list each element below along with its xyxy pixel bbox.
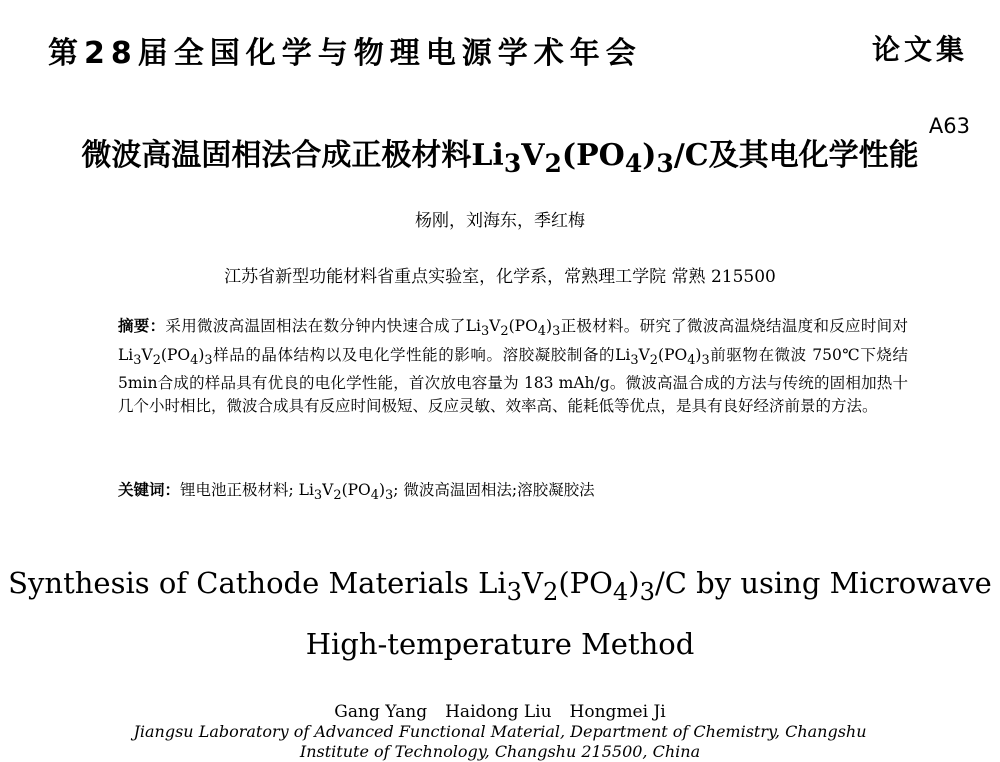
chinese-title	[0, 130, 1000, 178]
formula-po4: (PO	[160, 345, 191, 364]
formula-sub: 2	[649, 352, 659, 368]
abstract-text: 正极材料。研究了微波高温烧结温度和反应时间对Li	[118, 317, 908, 364]
formula-sub: 3	[506, 577, 522, 606]
formula-close: )	[695, 345, 702, 364]
conference-header: 第28届全国化学与物理电源学术年会	[48, 36, 642, 71]
paper-code: A63	[928, 114, 970, 138]
formula-sub: 2	[152, 352, 161, 368]
author-name: Haidong Liu	[445, 702, 552, 722]
chinese-title-post: /C及其电化学性能	[673, 138, 919, 173]
formula-sub: 3	[204, 352, 213, 368]
formula-sub: 3	[313, 488, 323, 504]
formula-sub: 4	[537, 324, 546, 340]
english-title-post: /C by using Microwave	[655, 566, 992, 600]
chinese-title-pre: 微波高温固相法合成正极材料Li	[81, 138, 504, 173]
chinese-authors: 杨刚，刘海东，季红梅	[415, 211, 585, 231]
formula-sub: 3	[701, 352, 710, 368]
formula-sub: 3	[480, 324, 490, 340]
author-name: Gang Yang	[334, 702, 428, 722]
formula-close: )	[378, 481, 386, 499]
formula-v: V	[638, 345, 650, 364]
formula-v: V	[322, 481, 334, 499]
formula-sub: 2	[542, 577, 559, 606]
formula-sub: 3	[385, 488, 394, 504]
formula-sub: 3	[552, 324, 561, 340]
formula-sub: 4	[624, 149, 643, 178]
formula-sub: 3	[639, 577, 655, 606]
abstract-text: 样品的晶体结构以及电化学性能的影响。溶胶凝胶制备的Li	[212, 345, 631, 364]
formula-po4: (PO	[658, 345, 688, 364]
formula-sub: 3	[630, 352, 639, 368]
chinese-abstract	[118, 315, 908, 417]
english-authors	[0, 702, 1000, 722]
abstract-text: 采用微波高温固相法在数分钟内快速合成了Li	[165, 317, 481, 335]
formula-sub: 4	[190, 352, 199, 368]
formula-sub: 2	[544, 149, 562, 178]
formula-sub: 4	[370, 488, 379, 504]
formula-po4: (PO	[341, 481, 371, 499]
formula-close: )	[546, 317, 553, 335]
english-title-line1	[0, 566, 1000, 606]
abstract-label: 摘要：	[118, 316, 166, 335]
formula-v: V	[521, 138, 545, 173]
formula-po4: (PO	[558, 566, 613, 600]
formula-v: V	[141, 345, 153, 364]
formula-sub: 2	[500, 324, 509, 340]
keywords-label: 关键词：	[118, 480, 181, 499]
keywords-text: 锂电池正极材料; Li	[180, 481, 314, 499]
formula-po4: (PO	[561, 138, 625, 173]
formula-close: )	[628, 566, 640, 600]
keywords-text: ; 微波高温固相法;溶胶凝胶法	[393, 481, 595, 499]
chinese-affiliation: 江苏省新型功能材料省重点实验室，化学系，常熟理工学院 常熟 215500	[224, 267, 776, 287]
author-name: Hongmei Ji	[569, 702, 666, 722]
formula-sub: 4	[687, 352, 696, 368]
formula-v: V	[521, 566, 543, 600]
formula-po4: (PO	[508, 317, 538, 335]
formula-sub: 4	[612, 577, 629, 606]
chinese-keywords	[118, 478, 908, 503]
collection-label: 论文集	[871, 33, 968, 66]
english-affiliation: Jiangsu Laboratory of Advanced Functional Material, Department of Chemistry, Changshu Institute of Technology, Changshu 215500, China	[133, 722, 867, 761]
formula-close: )	[642, 138, 657, 173]
formula-v: V	[489, 317, 501, 335]
formula-sub: 3	[503, 149, 522, 178]
formula-close: )	[198, 345, 205, 364]
abstract-text: 前驱物在微波 750℃下烧结 5min合成的样品具有优良的电化学性能，首次放电容量为 183 mAh/g。微波高温合成的方法与传统的固相加热十几个小时相比，微波合成具有反应时间极短、反应灵敏、效率高、能耗低等优点，是具有良好经济前景的方法。	[118, 345, 908, 415]
english-title-pre: Synthesis of Cathode Materials Li	[8, 566, 507, 600]
formula-sub: 3	[133, 352, 142, 368]
formula-sub: 2	[333, 488, 342, 504]
formula-sub: 3	[656, 149, 674, 178]
english-title-line2: High-temperature Method	[305, 627, 695, 661]
